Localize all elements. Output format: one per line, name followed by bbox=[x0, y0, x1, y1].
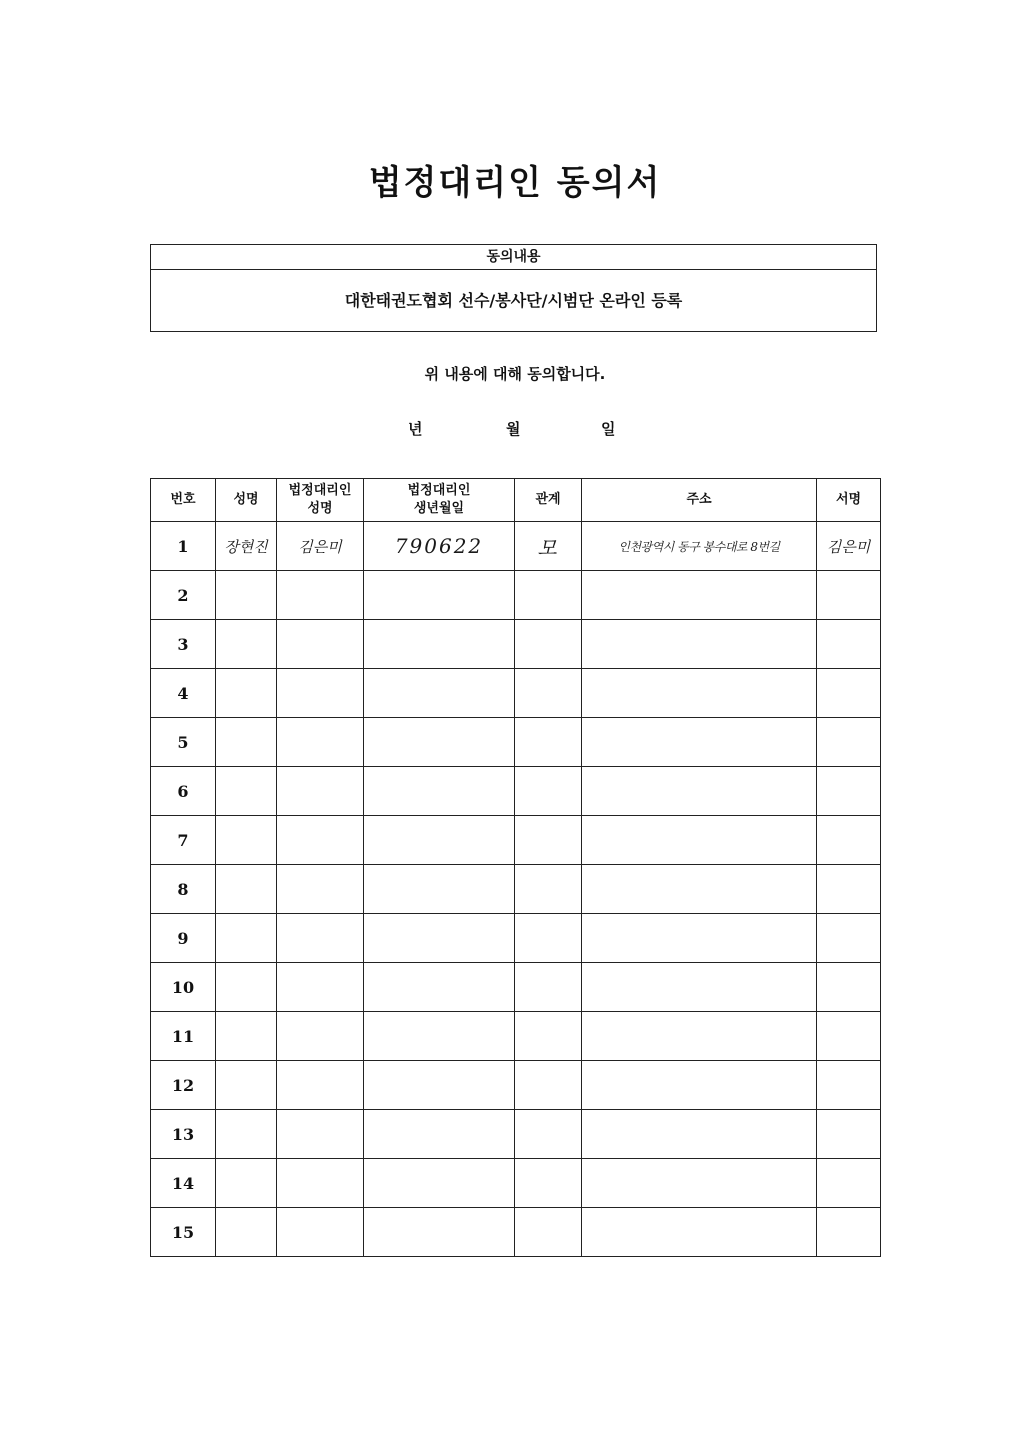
header-guardian-birth-line2: 생년월일 bbox=[413, 501, 465, 516]
row-number-cell bbox=[151, 1208, 216, 1257]
cell-relation-cell bbox=[515, 718, 582, 767]
cell-address-cell bbox=[582, 669, 817, 718]
cell-name-cell bbox=[216, 571, 277, 620]
row-number-cell bbox=[151, 620, 216, 669]
table-row bbox=[151, 571, 881, 620]
cell-signature-cell bbox=[817, 1208, 881, 1257]
cell-guardian-name-cell bbox=[277, 1012, 364, 1061]
cell-guardian-birth: 790622 bbox=[394, 534, 484, 558]
cell-relation-cell bbox=[515, 522, 582, 571]
cell-address-cell bbox=[582, 767, 817, 816]
cell-address-cell bbox=[582, 620, 817, 669]
cell-name-cell bbox=[216, 963, 277, 1012]
cell-guardian-birth-cell bbox=[364, 1061, 515, 1110]
header-signature: 서명 bbox=[817, 479, 881, 522]
row-number-cell bbox=[151, 1061, 216, 1110]
cell-address-cell bbox=[582, 963, 817, 1012]
table-row bbox=[151, 1012, 881, 1061]
row-number: 10 bbox=[171, 977, 195, 997]
cell-guardian-name-cell bbox=[277, 1159, 364, 1208]
row-number: 14 bbox=[171, 1173, 195, 1193]
cell-name-cell bbox=[216, 816, 277, 865]
row-number: 13 bbox=[171, 1124, 195, 1144]
table-row bbox=[151, 865, 881, 914]
cell-address-cell bbox=[582, 1012, 817, 1061]
table-row bbox=[151, 1061, 881, 1110]
cell-guardian-name-cell bbox=[277, 620, 364, 669]
cell-name-cell bbox=[216, 1159, 277, 1208]
cell-guardian-name-cell bbox=[277, 669, 364, 718]
table-row bbox=[151, 1110, 881, 1159]
row-number-cell bbox=[151, 522, 216, 571]
cell-address-cell bbox=[582, 571, 817, 620]
cell-guardian-birth-cell bbox=[364, 1208, 515, 1257]
cell-relation-cell bbox=[515, 767, 582, 816]
row-number-cell bbox=[151, 1012, 216, 1061]
date-year-label: 년 bbox=[408, 420, 423, 438]
table-row bbox=[151, 620, 881, 669]
consent-body: 대한태권도협회 선수/봉사단/시범단 온라인 등록 bbox=[344, 291, 683, 310]
cell-relation-cell bbox=[515, 914, 582, 963]
cell-signature-cell bbox=[817, 1110, 881, 1159]
row-number-cell bbox=[151, 1110, 216, 1159]
cell-name-cell bbox=[216, 669, 277, 718]
cell-name-cell bbox=[216, 620, 277, 669]
table-row bbox=[151, 914, 881, 963]
cell-guardian-name-cell bbox=[277, 963, 364, 1012]
cell-relation-cell bbox=[515, 816, 582, 865]
cell-signature-cell bbox=[817, 571, 881, 620]
cell-guardian-birth-cell bbox=[364, 522, 515, 571]
cell-signature-cell bbox=[817, 865, 881, 914]
header-name: 성명 bbox=[216, 479, 277, 522]
cell-signature-cell bbox=[817, 816, 881, 865]
cell-guardian-birth-cell bbox=[364, 669, 515, 718]
cell-guardian-name-cell bbox=[277, 1110, 364, 1159]
header-guardian-birth-line1: 법정대리인 bbox=[407, 483, 471, 499]
row-number: 15 bbox=[171, 1222, 195, 1242]
table-row bbox=[151, 963, 881, 1012]
header-relation: 관계 bbox=[515, 479, 582, 522]
row-number: 12 bbox=[171, 1075, 195, 1095]
consent-header: 동의내용 bbox=[151, 245, 876, 270]
cell-name-cell bbox=[216, 1012, 277, 1061]
row-number: 4 bbox=[177, 683, 189, 703]
cell-name-cell bbox=[216, 1061, 277, 1110]
cell-relation-cell bbox=[515, 1061, 582, 1110]
row-number-cell bbox=[151, 963, 216, 1012]
cell-guardian-birth-cell bbox=[364, 914, 515, 963]
cell-guardian-birth-cell bbox=[364, 620, 515, 669]
row-number-cell bbox=[151, 816, 216, 865]
cell-guardian-birth-cell bbox=[364, 718, 515, 767]
cell-guardian-birth-cell bbox=[364, 767, 515, 816]
row-number: 1 bbox=[177, 536, 189, 556]
consent-box bbox=[150, 244, 877, 332]
cell-relation-cell bbox=[515, 1012, 582, 1061]
cell-address-cell bbox=[582, 1208, 817, 1257]
cell-address-cell bbox=[582, 816, 817, 865]
table-row bbox=[151, 718, 881, 767]
cell-guardian-name-cell bbox=[277, 522, 364, 571]
cell-signature-cell bbox=[817, 767, 881, 816]
header-guardian-name-line2: 성명 bbox=[307, 501, 333, 516]
cell-signature-cell bbox=[817, 963, 881, 1012]
row-number: 6 bbox=[177, 781, 189, 801]
table-row bbox=[151, 522, 881, 571]
cell-relation-cell bbox=[515, 1159, 582, 1208]
row-number-cell bbox=[151, 571, 216, 620]
cell-signature-cell bbox=[817, 1159, 881, 1208]
row-number: 3 bbox=[177, 634, 189, 654]
cell-guardian-name-cell bbox=[277, 1208, 364, 1257]
row-number: 9 bbox=[177, 928, 189, 948]
cell-signature-cell bbox=[817, 1061, 881, 1110]
table-row bbox=[151, 767, 881, 816]
cell-guardian-name-cell bbox=[277, 571, 364, 620]
cell-guardian-name-cell bbox=[277, 1061, 364, 1110]
cell-relation-cell bbox=[515, 963, 582, 1012]
header-guardian-name-line1: 법정대리인 bbox=[288, 483, 352, 499]
cell-guardian-birth-cell bbox=[364, 865, 515, 914]
header-no: 번호 bbox=[151, 479, 216, 522]
row-number-cell bbox=[151, 669, 216, 718]
cell-name-cell bbox=[216, 522, 277, 571]
cell-signature-cell bbox=[817, 522, 881, 571]
cell-guardian-name: 김은미 bbox=[298, 537, 342, 556]
cell-relation-cell bbox=[515, 669, 582, 718]
cell-name-cell bbox=[216, 1110, 277, 1159]
cell-guardian-birth-cell bbox=[364, 571, 515, 620]
row-number: 5 bbox=[177, 732, 189, 752]
cell-guardian-birth-cell bbox=[364, 816, 515, 865]
date-day-label: 일 bbox=[601, 420, 616, 438]
table-row bbox=[151, 669, 881, 718]
header-guardian-name bbox=[277, 479, 364, 522]
cell-relation-cell bbox=[515, 1208, 582, 1257]
row-number: 11 bbox=[171, 1026, 195, 1046]
row-number-cell bbox=[151, 767, 216, 816]
cell-guardian-birth-cell bbox=[364, 1012, 515, 1061]
cell-name-cell bbox=[216, 1208, 277, 1257]
cell-address: 인천광역시 동구 봉수대로 8번길 bbox=[618, 539, 780, 554]
cell-signature-cell bbox=[817, 669, 881, 718]
header-guardian-birth bbox=[364, 479, 515, 522]
cell-relation: 모 bbox=[537, 535, 559, 560]
row-number-cell bbox=[151, 718, 216, 767]
cell-address-cell bbox=[582, 1061, 817, 1110]
table-row bbox=[151, 1159, 881, 1208]
cell-guardian-birth-cell bbox=[364, 1159, 515, 1208]
cell-signature: 김은미 bbox=[826, 537, 871, 556]
date-month-label: 월 bbox=[506, 420, 521, 438]
table-header-row bbox=[151, 479, 881, 522]
page-title: 법정대리인 동의서 bbox=[368, 163, 662, 203]
cell-signature-cell bbox=[817, 620, 881, 669]
row-number: 2 bbox=[177, 585, 189, 605]
cell-guardian-birth-cell bbox=[364, 1110, 515, 1159]
cell-name-cell bbox=[216, 865, 277, 914]
table-row bbox=[151, 816, 881, 865]
cell-relation-cell bbox=[515, 865, 582, 914]
row-number: 7 bbox=[177, 830, 189, 850]
cell-guardian-name-cell bbox=[277, 865, 364, 914]
cell-address-cell bbox=[582, 865, 817, 914]
cell-guardian-name-cell bbox=[277, 767, 364, 816]
cell-signature-cell bbox=[817, 718, 881, 767]
table-row bbox=[151, 1208, 881, 1257]
cell-address-cell bbox=[582, 1110, 817, 1159]
cell-name: 장현진 bbox=[224, 537, 268, 556]
cell-address-cell bbox=[582, 1159, 817, 1208]
cell-relation-cell bbox=[515, 1110, 582, 1159]
cell-address-cell bbox=[582, 522, 817, 571]
header-address: 주소 bbox=[582, 479, 817, 522]
row-number-cell bbox=[151, 1159, 216, 1208]
registration-table bbox=[150, 478, 881, 1257]
cell-name-cell bbox=[216, 767, 277, 816]
cell-signature-cell bbox=[817, 914, 881, 963]
cell-guardian-birth-cell bbox=[364, 963, 515, 1012]
cell-name-cell bbox=[216, 914, 277, 963]
agreement-statement: 위 내용에 대해 동의합니다. bbox=[424, 365, 606, 383]
row-number-cell bbox=[151, 865, 216, 914]
cell-name-cell bbox=[216, 718, 277, 767]
cell-relation-cell bbox=[515, 620, 582, 669]
cell-guardian-name-cell bbox=[277, 816, 364, 865]
row-number-cell bbox=[151, 914, 216, 963]
row-number: 8 bbox=[177, 879, 189, 899]
cell-signature-cell bbox=[817, 1012, 881, 1061]
cell-guardian-name-cell bbox=[277, 718, 364, 767]
cell-guardian-name-cell bbox=[277, 914, 364, 963]
cell-relation-cell bbox=[515, 571, 582, 620]
cell-address-cell bbox=[582, 718, 817, 767]
cell-address-cell bbox=[582, 914, 817, 963]
